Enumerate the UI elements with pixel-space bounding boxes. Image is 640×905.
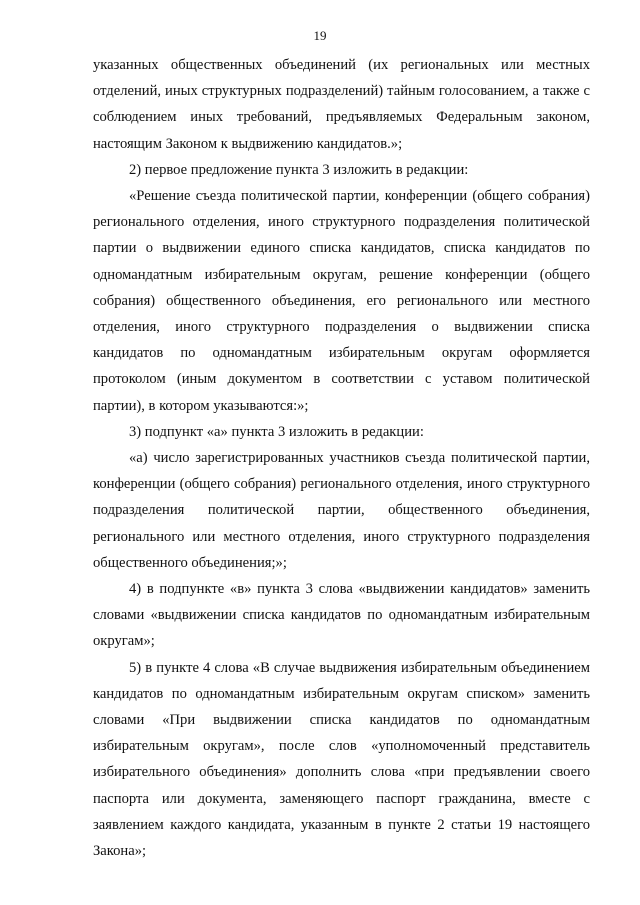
paragraph-3: «Решение съезда политической партии, конференции (общего собрания) регионального отделения, иного структурного подразделения политической партии о выдвижении единого списка кандидатов, списка кандидатов по одномандатным избирательным округам, решение конференции (общего собрания) общественного объединения, его регионального или местного отделения, иного структурного подразделения о выдвижении списка кандидатов по одномандатным избирательным округам оформляется протоколом (иным документом в соответствии с уставом политической партии), в котором указываются:»; <box>93 188 590 414</box>
paragraph-4: 3) подпункт «а» пункта 3 изложить в редакции: <box>129 423 424 440</box>
document-body <box>93 52 590 864</box>
paragraph-2: 2) первое предложение пункта 3 изложить в редакции: <box>129 161 469 178</box>
paragraph-7: 5) в пункте 4 слова «В случае выдвижения избирательным объединением кандидатов по одномандатным избирательным округам списком» заменить словами «При выдвижении списка кандидатов по одномандатным избирательным округам», после слов «уполномоченный представитель избирательного объединения» дополнить слова «при предъявлении своего паспорта или документа, заменяющего паспорт гражданина, вместе с заявлением каждого кандидата, указанным в пункте 2 статьи 19 настоящего Закона»; <box>93 659 590 860</box>
paragraph-6: 4) в подпункте «в» пункта 3 слова «выдвижении кандидатов» заменить словами «выдвижении списка кандидатов по одномандатным избирательным округам»; <box>93 581 590 650</box>
paragraph-5: «а) число зарегистрированных участников съезда политической партии, конференции (общего собрания) регионального отделения, иного структурного подразделения политической партии, общественного объединения, регионального или местного отделения, иного структурного подразделения общественного объединения;»; <box>93 450 590 571</box>
page-number: 19 <box>313 28 327 43</box>
paragraph-1: указанных общественных объединений (их региональных или местных отделений, иных структурных подразделений) тайным голосованием, а также с соблюдением иных требований, предъявляемых Федеральным законом, настоящим Законом к выдвижению кандидатов.»; <box>93 57 590 152</box>
